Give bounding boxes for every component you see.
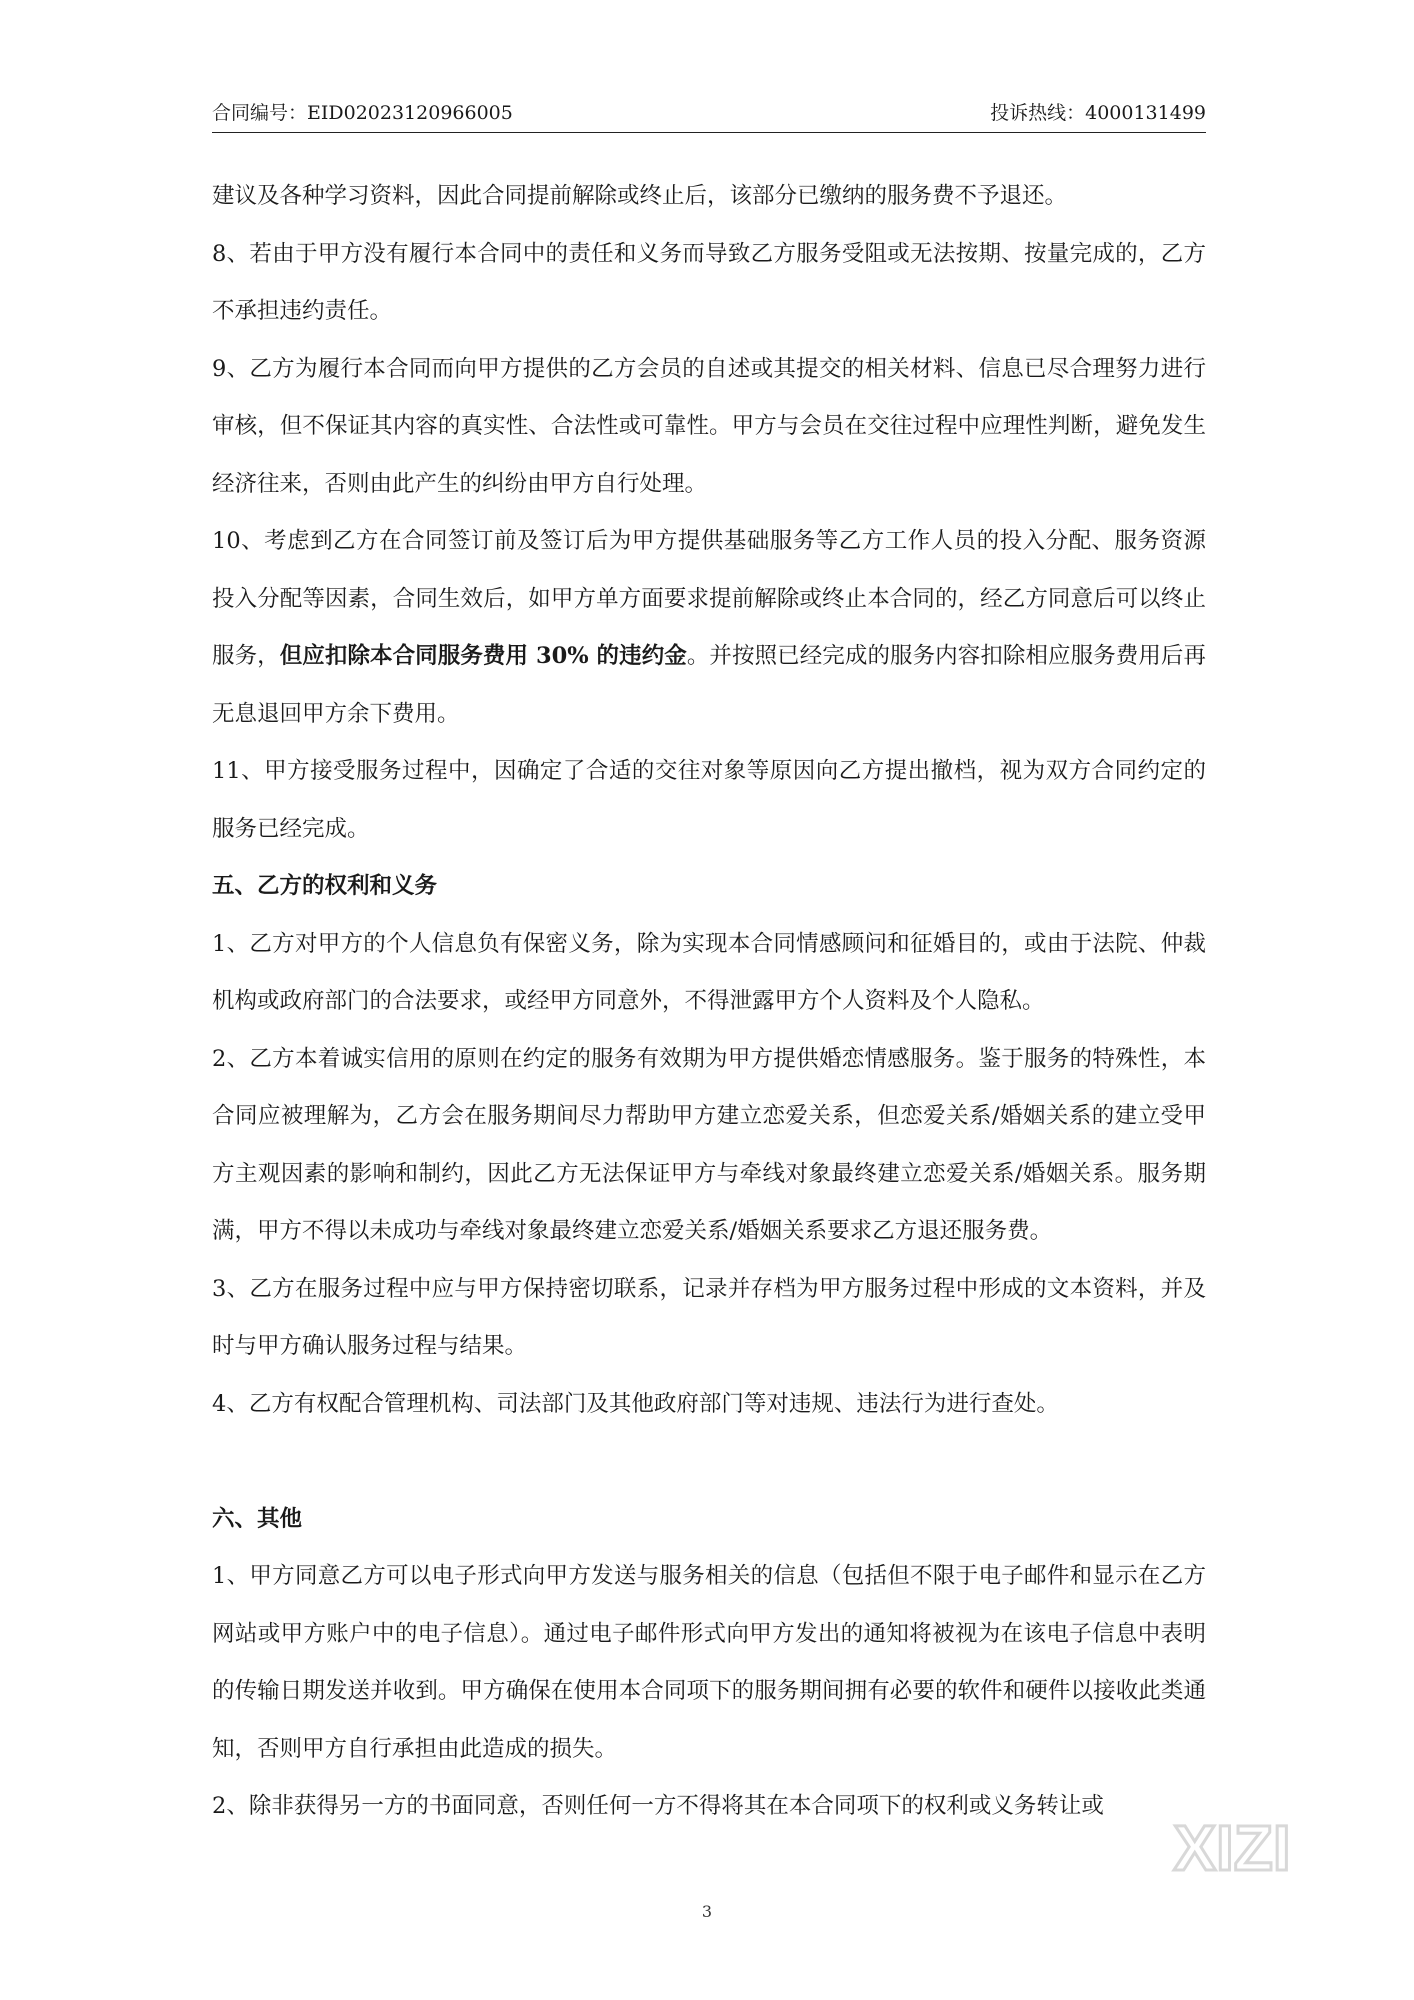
paragraph-10-end: 。并按照已经完成的服务内容扣除相应服务费用后再无息退回甲方余下费用。 bbox=[212, 643, 1206, 727]
contract-number: 合同编号：EID02023120966005 bbox=[212, 102, 513, 124]
document-body bbox=[212, 168, 1206, 1836]
section-5-item-1: 1、乙方对甲方的个人信息负有保密义务，除为实现本合同情感顾问和征婚目的，或由于法院、仲裁机构或政府部门的合法要求，或经甲方同意外，不得泄露甲方个人资料及个人隐私。 bbox=[212, 930, 1206, 1014]
paragraph-7-tail: 建议及各种学习资料，因此合同提前解除或终止后，该部分已缴纳的服务费不予退还。 bbox=[212, 183, 1068, 209]
watermark-logo bbox=[1152, 1808, 1312, 1888]
page-number: 3 bbox=[701, 1902, 713, 1921]
paragraph-8: 8、若由于甲方没有履行本合同中的责任和义务而导致乙方服务受阻或无法按期、按量完成的，乙方不承担违约责任。 bbox=[212, 240, 1206, 324]
section-5-item-2: 2、乙方本着诚实信用的原则在约定的服务有效期为甲方提供婚恋情感服务。鉴于服务的特殊性，本合同应被理解为，乙方会在服务期间尽力帮助甲方建立恋爱关系，但恋爱关系/婚姻关系的建立受甲方主观因素的影响和制约，因此乙方无法保证甲方与牵线对象最终建立恋爱关系/婚姻关系。服务期满，甲方不得以未成功与牵线对象最终建立恋爱关系/婚姻关系要求乙方退还服务费。 bbox=[212, 1045, 1206, 1244]
blank-line bbox=[212, 1433, 1206, 1491]
section-5-item-3: 3、乙方在服务过程中应与甲方保持密切联系，记录并存档为甲方服务过程中形成的文本资料，并及时与甲方确认服务过程与结果。 bbox=[212, 1275, 1206, 1359]
penalty-clause: 但应扣除本合同服务费用 30% 的违约金 bbox=[279, 643, 687, 669]
section-6-item-2: 2、除非获得另一方的书面同意，否则任何一方不得将其在本合同项下的权利或义务转让或 bbox=[212, 1793, 1104, 1819]
section-5-title: 五、乙方的权利和义务 bbox=[212, 873, 438, 899]
paragraph-10-text: 10、考虑到乙方在合同签订前及签订后为甲方提供基础服务等乙方工作人员的投入分配、服务资源投入分配等因素，合同生效后，如甲方单方面要求提前解除或终止本合同的，经乙方同意后可以终止服务， bbox=[212, 528, 1206, 669]
section-6-item-1: 1、甲方同意乙方可以电子形式向甲方发送与服务相关的信息（包括但不限于电子邮件和显示在乙方网站或甲方账户中的电子信息）。通过电子邮件形式向甲方发出的通知将被视为在该电子信息中表明的传输日期发送并收到。甲方确保在使用本合同项下的服务期间拥有必要的软件和硬件以接收此类通知，否则甲方自行承担由此造成的损失。 bbox=[212, 1563, 1206, 1762]
section-5-item-4: 4、乙方有权配合管理机构、司法部门及其他政府部门等对违规、违法行为进行查处。 bbox=[212, 1390, 1059, 1417]
page-header bbox=[212, 96, 1206, 133]
watermark-text: XIZI bbox=[1173, 1812, 1291, 1884]
complaint-hotline: 投诉热线：4000131499 bbox=[990, 102, 1206, 124]
paragraph-10 bbox=[212, 513, 1206, 743]
paragraph-9: 9、乙方为履行本合同而向甲方提供的乙方会员的自述或其提交的相关材料、信息已尽合理努力进行审核，但不保证其内容的真实性、合法性或可靠性。甲方与会员在交往过程中应理性判断，避免发生经济往来，否则由此产生的纠纷由甲方自行处理。 bbox=[212, 355, 1206, 497]
paragraph-11: 11、甲方接受服务过程中，因确定了合适的交往对象等原因向乙方提出撤档，视为双方合同约定的服务已经完成。 bbox=[212, 758, 1206, 842]
section-6-title: 六、其他 bbox=[212, 1505, 303, 1532]
